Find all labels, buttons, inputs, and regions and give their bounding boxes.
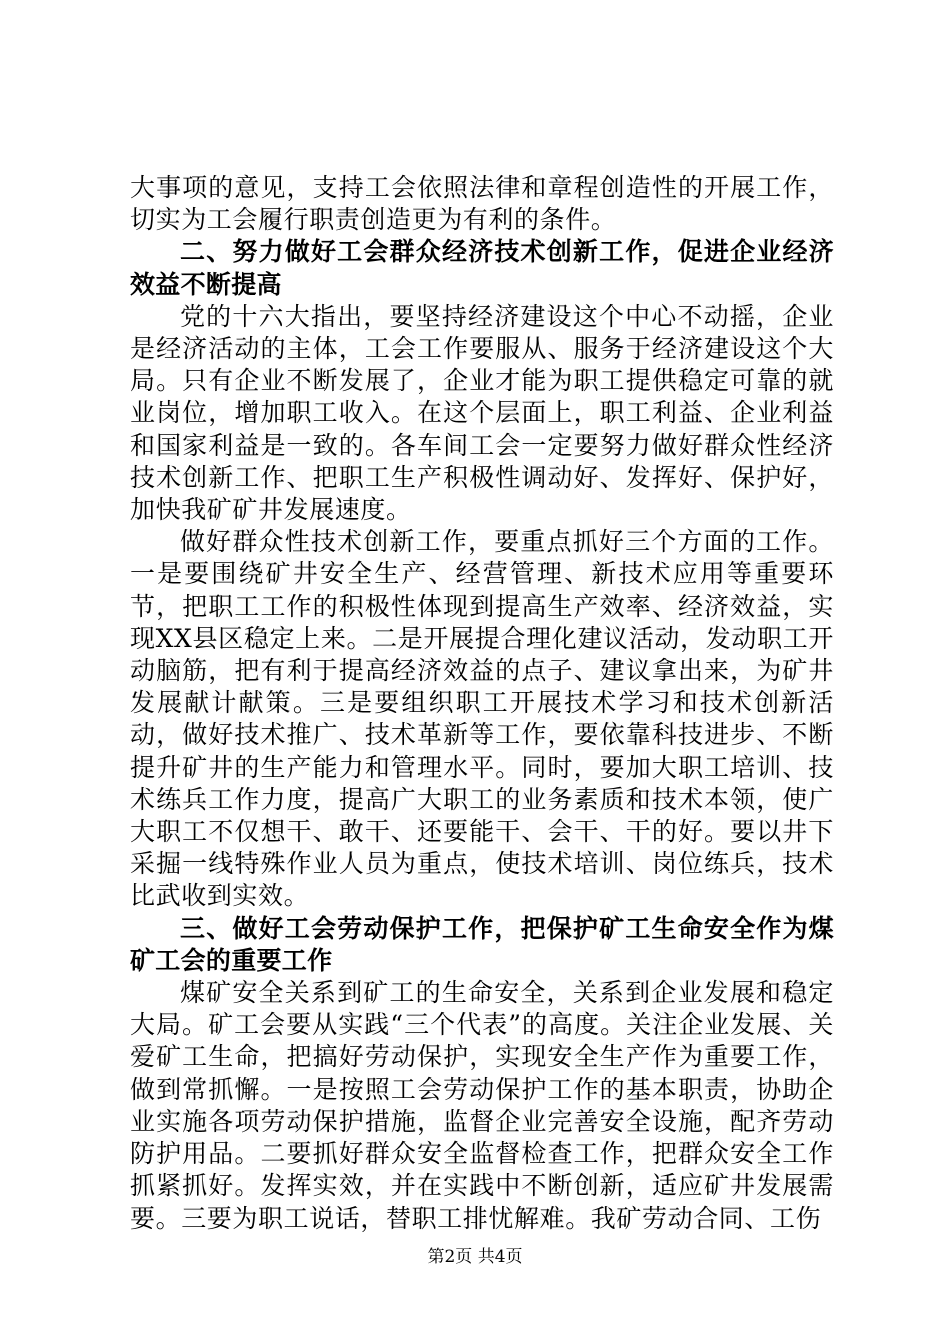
paragraph-continuation: 大事项的意见，支持工会依照法律和章程创造性的开展工作，切实为工会履行职责创造更为有利的条件。 — [130, 173, 834, 235]
section-heading-3: 三、做好工会劳动保护工作，把保护矿工生命安全作为煤矿工会的重要工作 — [130, 913, 834, 975]
paragraph-technical-innovation: 做好群众性技术创新工作，要重点抓好三个方面的工作。一是要围绕矿井安全生产、经营管理、新技术应用等重要环节，把职工工作的积极性体现到提高生产效率、经济效益，实现XX县区稳定上来。二是开展提合理化建议活动，发动职工开动脑筋，把有利于提高经济效益的点子、建议拿出来，为矿井发展献计献策。三是要组织职工开展技术学习和技术创新活动，做好技术推广、技术革新等工作，要依靠科技进步、不断提升矿井的生产能力和管理水平。同时，要加大职工培训、技术练兵工作力度，提高广大职工的业务素质和技术本领，使广大职工不仅想干、敢干、还要能干、会干、干的好。要以井下采掘一线特殊作业人员为重点，使技术培训、岗位练兵，技术比武收到实效。 — [130, 527, 834, 911]
paragraph-labor-protection: 煤矿安全关系到矿工的生命安全，关系到企业发展和稳定大局。矿工会要从实践“三个代表”的高度。关注企业发展、关爱矿工生命，把搞好劳动保护，实现安全生产作为重要工作，做到常抓懈。一是按照工会劳动保护工作的基本职责，协助企业实施各项劳动保护措施，监督企业完善安全设施，配齐劳动防护用品。二要抓好群众安全监督检查工作，把群众安全工作抓紧抓好。发挥实效，并在实践中不断创新，适应矿井发展需要。三要为职工说话，替职工排忧解难。我矿劳动合同、工伤 — [130, 978, 834, 1233]
section-heading-2: 二、努力做好工会群众经济技术创新工作，促进企业经济效益不断提高 — [130, 237, 834, 299]
paragraph-economic-construction: 党的十六大指出，要坚持经济建设这个中心不动摇，企业是经济活动的主体，工会工作要服从、服务于经济建设这个大局。只有企业不断发展了，企业才能为职工提供稳定可靠的就业岗位，增加职工收入。在这个层面上，职工利益、企业利益和国家利益是一致的。各车间工会一定要努力做好群众性经济技术创新工作、把职工生产积极性调动好、发挥好、保护好，加快我矿矿井发展速度。 — [130, 301, 834, 525]
document-body — [130, 172, 834, 1235]
page-number-footer: 第2页 共4页 — [427, 1247, 523, 1267]
